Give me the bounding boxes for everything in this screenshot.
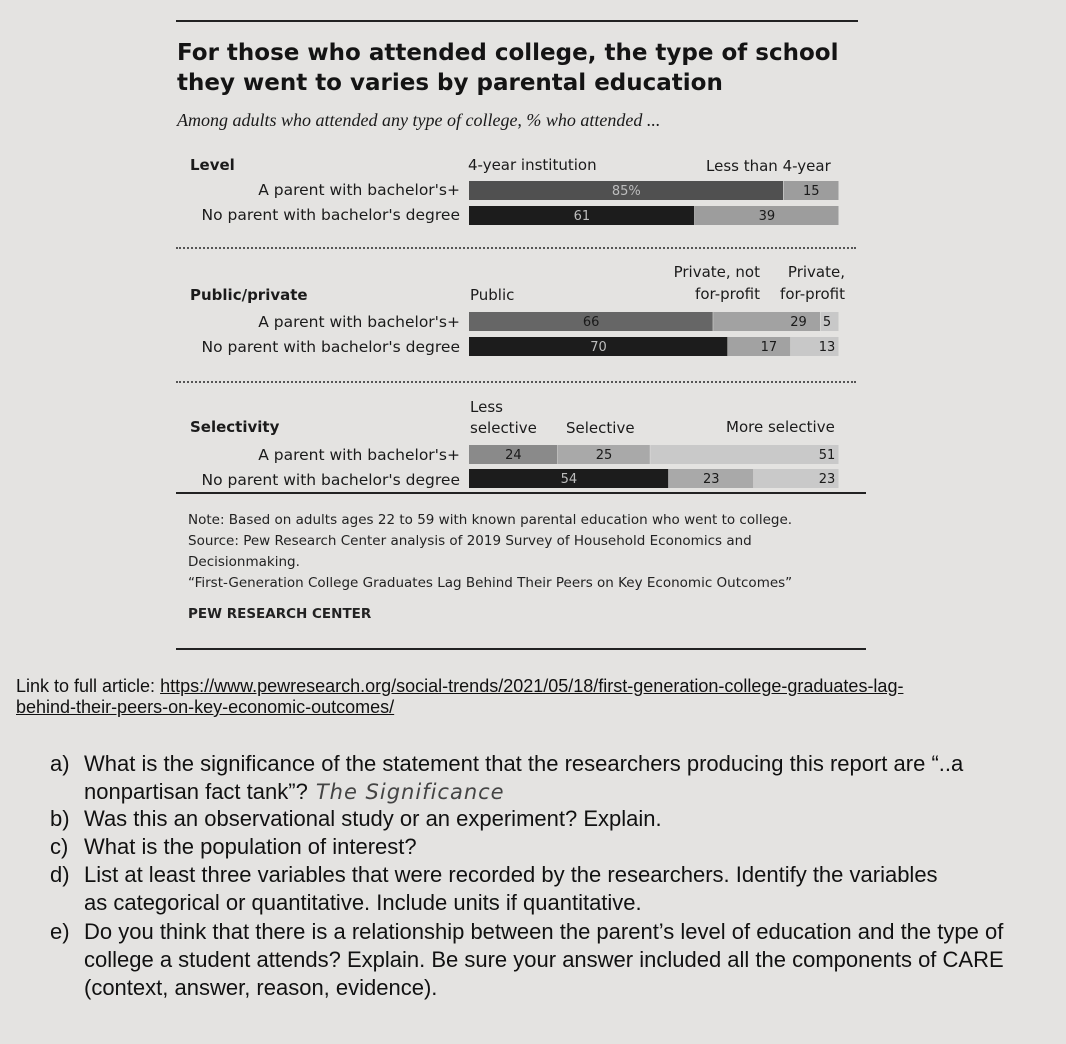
article-link[interactable]: https://www.pewresearch.org/social-trends/2021/05/18/first-generation-college-graduates-lag- — [160, 676, 904, 696]
pew-logo-text: PEW RESEARCH CENTER — [188, 606, 372, 622]
header-private-forprofit-line1: Private, — [787, 263, 845, 281]
row-label-parent-bachelors: A parent with bachelor's+ — [258, 446, 460, 464]
header-private-nonprofit-line1: Private, not — [673, 263, 760, 281]
article-link-line-2 — [16, 697, 394, 718]
header-more-selective: More selective — [726, 418, 835, 436]
header-less-than-4-year: Less than 4-year — [706, 157, 831, 175]
question-a — [50, 750, 964, 806]
header-private-nonprofit-line2: for-profit — [695, 285, 760, 303]
question-e — [50, 918, 1004, 1000]
header-4-year-institution: 4-year institution — [468, 156, 597, 174]
header-less-selective-line2: selective — [470, 419, 537, 437]
data-label: 23 — [818, 472, 836, 487]
data-label: 25 — [595, 448, 613, 463]
question-label: b) — [50, 806, 70, 831]
bar-segment — [650, 445, 838, 464]
row-label-parent-bachelors: A parent with bachelor's+ — [258, 181, 460, 199]
chart-title: For those who attended college, the type of school they went to varies by parental education — [177, 40, 839, 96]
data-label: 29 — [790, 315, 807, 330]
link-prefix: Link to full article: — [16, 676, 161, 696]
question-label: c) — [50, 834, 69, 859]
article-link-line — [16, 676, 903, 697]
footer-rule — [176, 648, 866, 650]
row-label-no-parent-bachelors: No parent with bachelor's degree — [201, 206, 460, 224]
header-private-forprofit-line2: for-profit — [780, 285, 845, 303]
data-label: 13 — [818, 340, 836, 355]
question-text: List at least three variables that were recorded by the researchers. Identify the variables as categorical or quantitative. Include units if quantitative. — [84, 862, 938, 915]
bar-segment — [728, 337, 790, 356]
data-label: 24 — [505, 448, 522, 463]
section-label-public-private: Public/private — [190, 286, 308, 304]
report-title: “First-Generation College Graduates Lag Behind Their Peers on Key Economic Outcomes” — [188, 575, 793, 591]
section-label-level: Level — [190, 156, 235, 174]
data-label: 85% — [611, 184, 641, 199]
data-label: 51 — [818, 448, 836, 463]
handwritten-answer: The Significance — [315, 780, 505, 804]
data-label: 5 — [822, 315, 832, 330]
data-label: 66 — [582, 315, 600, 330]
data-label: 23 — [703, 472, 720, 487]
data-label: 17 — [760, 340, 778, 355]
row-label-no-parent-bachelors: No parent with bachelor's degree — [201, 471, 460, 489]
section-label-selectivity: Selectivity — [190, 418, 280, 436]
question-label: d) — [50, 862, 70, 887]
data-label: 70 — [590, 340, 607, 355]
header-selective: Selective — [566, 419, 635, 437]
stacked-bar-chart — [0, 0, 1066, 500]
row-label-parent-bachelors: A parent with bachelor's+ — [258, 313, 460, 331]
question-label: e) — [50, 919, 70, 944]
question-b — [50, 805, 662, 833]
data-label: 61 — [573, 209, 591, 224]
question-d — [50, 861, 938, 915]
question-text: What is the population of interest? — [84, 834, 417, 859]
header-less-selective-line1: Less — [470, 398, 503, 416]
question-label: a) — [50, 751, 70, 776]
header-public: Public — [470, 286, 515, 304]
question-text: What is the significance of the statement that the researchers producing this report are “..a nonpartisan fact tank”? — [84, 751, 964, 804]
question-text: Was this an observational study or an experiment? Explain. — [84, 806, 662, 831]
article-link-cont[interactable]: behind-their-peers-on-key-economic-outcomes/ — [16, 697, 395, 717]
row-label-no-parent-bachelors: No parent with bachelor's degree — [201, 338, 460, 356]
data-label: 39 — [758, 209, 776, 224]
data-label: 54 — [560, 472, 578, 487]
question-text: Do you think that there is a relationship between the parent’s level of education and the type of college a student attends? Explain. Be sure your answer included all the components of CARE (context, answer, reason, evidence). — [84, 919, 1004, 1000]
chart-note: Note: Based on adults ages 22 to 59 with known parental education who went to college. — [188, 512, 793, 528]
question-c — [50, 833, 417, 861]
chart-source: Source: Pew Research Center analysis of 2019 Survey of Household Economics and — [188, 533, 752, 549]
chart-source-cont: Decisionmaking. — [188, 554, 300, 570]
chart-subtitle: Among adults who attended any type of college, % who attended ... — [177, 110, 661, 130]
data-label: 15 — [803, 184, 820, 199]
